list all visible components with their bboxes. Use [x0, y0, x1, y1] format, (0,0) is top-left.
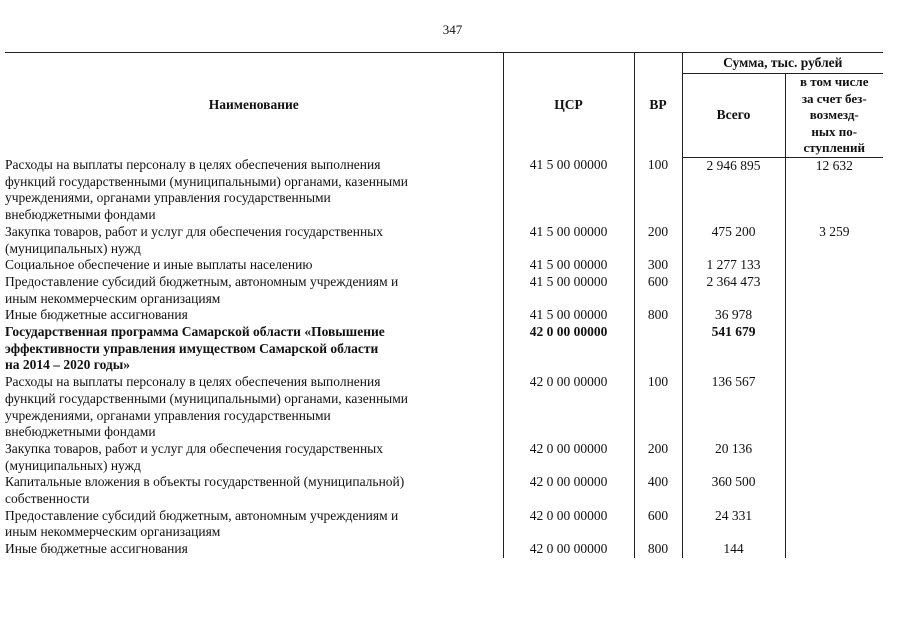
cell-name-line: иным некоммерческим организациям [5, 290, 221, 306]
cell-name [5, 441, 503, 474]
cell-name-line: (муниципальных) нужд [5, 457, 141, 473]
cell-total: 136 567 [682, 374, 785, 441]
table-row [5, 257, 883, 274]
cell-name-line: Иные бюджетные ассигнования [5, 307, 188, 323]
cell-extra [785, 441, 883, 474]
cell-csr: 41 5 00 00000 [503, 307, 634, 324]
page-number: 347 [442, 22, 463, 37]
cell-name-line: собственности [5, 491, 90, 507]
cell-name [5, 224, 503, 257]
cell-name-line: учреждениями, органами управления государственными [5, 190, 331, 206]
cell-extra [785, 508, 883, 541]
cell-name-line: Закупка товаров, работ и услуг для обеспечения государственных [5, 223, 384, 239]
table-row [5, 374, 883, 441]
cell-vr: 200 [634, 441, 682, 474]
cell-total: 475 200 [682, 224, 785, 257]
cell-name [5, 257, 503, 274]
cell-name [5, 157, 503, 224]
cell-total: 20 136 [682, 441, 785, 474]
cell-extra [785, 474, 883, 507]
cell-extra: 3 259 [785, 224, 883, 257]
cell-total: 144 [682, 541, 785, 558]
cell-vr: 200 [634, 224, 682, 257]
header-including-line: возмезд- [809, 107, 859, 122]
cell-name-line: иным некоммерческим организациям [5, 524, 221, 540]
cell-csr: 42 0 00 00000 [503, 441, 634, 474]
cell-extra [785, 257, 883, 274]
cell-name-line: функций государственными (муниципальными) органами, казенными [5, 390, 409, 406]
cell-vr: 800 [634, 541, 682, 558]
cell-extra [785, 307, 883, 324]
cell-vr: 400 [634, 474, 682, 507]
cell-extra [785, 274, 883, 307]
table-row [5, 307, 883, 324]
header-vr: ВР [634, 53, 682, 158]
table-row [5, 157, 883, 224]
header-sum-group: Сумма, тыс. рублей [682, 53, 883, 74]
cell-name-line: (муниципальных) нужд [5, 240, 141, 256]
cell-extra [785, 374, 883, 441]
header-including-line: в том числе [800, 74, 869, 89]
cell-name [5, 474, 503, 507]
cell-name-line: Расходы на выплаты персоналу в целях обеспечения выполнения [5, 157, 381, 172]
cell-total: 1 277 133 [682, 257, 785, 274]
cell-name-line: функций государственными (муниципальными) органами, казенными [5, 173, 409, 189]
table-row [5, 541, 883, 558]
cell-vr: 100 [634, 157, 682, 224]
cell-vr: 600 [634, 508, 682, 541]
header-name: Наименование [5, 53, 503, 158]
table-row [5, 324, 883, 374]
cell-name [5, 307, 503, 324]
cell-csr: 42 0 00 00000 [503, 324, 634, 374]
header-including-line: ступлений [803, 140, 866, 155]
cell-name [5, 508, 503, 541]
cell-name-line: Государственная программа Самарской области «Повышение [5, 324, 385, 340]
cell-name [5, 374, 503, 441]
cell-name-line: Предоставление субсидий бюджетным, автономным учреждениям и [5, 273, 399, 289]
table-row [5, 224, 883, 257]
table-row [5, 274, 883, 307]
cell-csr: 41 5 00 00000 [503, 157, 634, 224]
cell-name-line: Капитальные вложения в объекты государственной (муниципальной) [5, 474, 405, 490]
table-body [5, 157, 883, 558]
header-including-line: за счет без- [801, 90, 867, 106]
cell-name [5, 324, 503, 374]
cell-csr: 42 0 00 00000 [503, 508, 634, 541]
cell-extra [785, 324, 883, 374]
cell-total: 2 946 895 [682, 157, 785, 224]
table-row [5, 474, 883, 507]
cell-name-line: внебюджетными фондами [5, 424, 156, 440]
cell-name [5, 274, 503, 307]
budget-table [5, 52, 883, 558]
cell-total: 541 679 [682, 324, 785, 374]
cell-name-line: Иные бюджетные ассигнования [5, 541, 188, 557]
cell-vr: 300 [634, 257, 682, 274]
cell-name [5, 541, 503, 558]
cell-csr: 41 5 00 00000 [503, 257, 634, 274]
cell-total: 24 331 [682, 508, 785, 541]
table-header [5, 53, 883, 158]
cell-name-line: Социальное обеспечение и иные выплаты населению [5, 257, 313, 273]
cell-vr [634, 324, 682, 374]
cell-total: 36 978 [682, 307, 785, 324]
cell-name-line: на 2014 – 2020 годы» [5, 357, 131, 373]
cell-total: 2 364 473 [682, 274, 785, 307]
cell-name-line: внебюджетными фондами [5, 207, 156, 223]
cell-name-line: Закупка товаров, работ и услуг для обеспечения государственных [5, 440, 384, 456]
table-row [5, 508, 883, 541]
cell-total: 360 500 [682, 474, 785, 507]
cell-vr: 600 [634, 274, 682, 307]
cell-csr: 42 0 00 00000 [503, 474, 634, 507]
cell-name-line: Предоставление субсидий бюджетным, автономным учреждениям и [5, 507, 399, 523]
header-csr: ЦСР [503, 53, 634, 158]
cell-vr: 100 [634, 374, 682, 441]
table-row [5, 441, 883, 474]
cell-name-line: учреждениями, органами управления государственными [5, 407, 331, 423]
cell-extra [785, 541, 883, 558]
cell-name-line: Расходы на выплаты персоналу в целях обеспечения выполнения [5, 374, 381, 390]
cell-csr: 41 5 00 00000 [503, 274, 634, 307]
header-including-line: ных по- [811, 123, 858, 139]
header-including [785, 74, 883, 158]
cell-csr: 42 0 00 00000 [503, 374, 634, 441]
header-total: Всего [682, 74, 785, 158]
cell-vr: 800 [634, 307, 682, 324]
cell-csr: 41 5 00 00000 [503, 224, 634, 257]
cell-extra: 12 632 [785, 157, 883, 224]
cell-csr: 42 0 00 00000 [503, 541, 634, 558]
cell-name-line: эффективности управления имуществом Самарской области [5, 340, 379, 356]
